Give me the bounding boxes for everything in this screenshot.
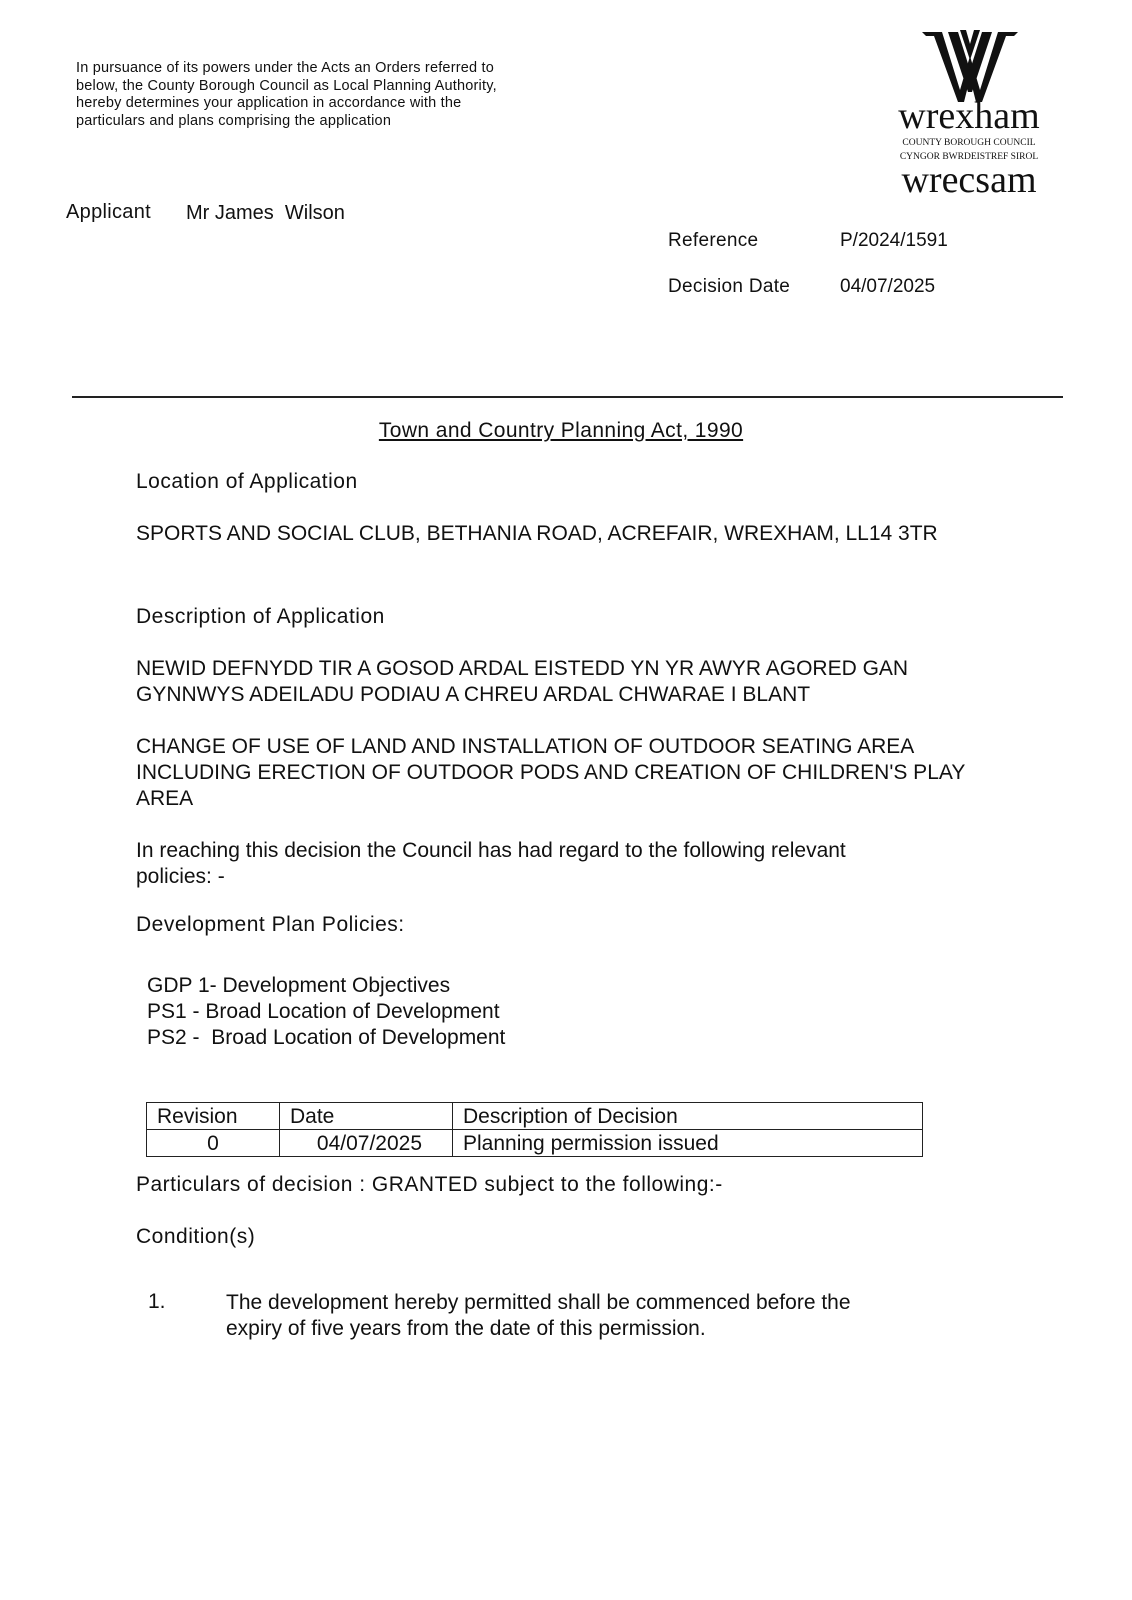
- logo-welsh-subtitle: CYNGOR BWRDEISTREF SIROL: [899, 152, 1039, 162]
- description-heading: Description of Application: [136, 605, 385, 628]
- header-date: Date: [280, 1103, 453, 1130]
- horizontal-divider: [72, 396, 1063, 398]
- logo-welsh-name: wrecsam: [901, 159, 1037, 201]
- header-description: Description of Decision: [453, 1103, 923, 1130]
- policy-list: [147, 973, 505, 1051]
- act-title: Town and Country Planning Act, 1990: [378, 419, 744, 442]
- policy-item: PS2 - Broad Location of Development: [147, 1026, 506, 1049]
- applicant-label: Applicant: [66, 201, 151, 223]
- description-welsh: NEWID DEFNYDD TIR A GOSOD ARDAL EISTEDD YN YR AWYR AGORED GAN GYNNWYS ADEILADU PODIAU A CHREU ARDAL CHWARAE I BLANT: [136, 657, 909, 706]
- cell-description: Planning permission issued: [453, 1130, 923, 1157]
- decision-date-value: 04/07/2025: [840, 276, 936, 297]
- cell-date: 04/07/2025: [280, 1130, 453, 1157]
- logo-english-subtitle: COUNTY BOROUGH COUNCIL: [902, 138, 1036, 148]
- particulars-text: Particulars of decision : GRANTED subject to the following:-: [136, 1173, 723, 1196]
- condition-number: 1.: [148, 1290, 166, 1313]
- header-revision: Revision: [147, 1103, 280, 1130]
- regard-text: In reaching this decision the Council has had regard to the following relevant policies: -: [136, 839, 846, 888]
- location-text: SPORTS AND SOCIAL CLUB, BETHANIA ROAD, ACREFAIR, WREXHAM, LL14 3TR: [136, 522, 938, 545]
- logo-english-name: wrexham: [898, 95, 1040, 137]
- table-row: [147, 1130, 923, 1157]
- conditions-heading: Condition(s): [136, 1225, 256, 1248]
- table-header-row: [147, 1103, 923, 1130]
- council-logo: [888, 30, 1050, 201]
- reference-value: P/2024/1591: [840, 230, 948, 251]
- condition-text: The development hereby permitted shall be commenced before the expiry of five years from the date of this permission.: [226, 1291, 851, 1340]
- policy-item: GDP 1- Development Objectives: [147, 974, 451, 997]
- reference-label: Reference: [668, 230, 759, 251]
- decision-table: [146, 1102, 923, 1157]
- applicant-name: Mr James Wilson: [186, 202, 345, 224]
- policy-item: PS1 - Broad Location of Development: [147, 1000, 500, 1023]
- policies-heading: Development Plan Policies:: [136, 913, 405, 936]
- preamble-text: In pursuance of its powers under the Acts an Orders referred to below, the County Borough Council as Local Planning Authority, hereby determines your application in accordance with the particulars and plans comprising the application: [76, 60, 497, 129]
- decision-date-label: Decision Date: [668, 276, 791, 297]
- location-heading: Location of Application: [136, 470, 358, 493]
- cell-revision: 0: [147, 1130, 280, 1157]
- description-english: CHANGE OF USE OF LAND AND INSTALLATION OF OUTDOOR SEATING AREA INCLUDING ERECTION OF OUTDOOR PODS AND CREATION OF CHILDREN'S PLAY AREA: [136, 735, 965, 810]
- wrexham-w-logo-icon: [920, 30, 1020, 104]
